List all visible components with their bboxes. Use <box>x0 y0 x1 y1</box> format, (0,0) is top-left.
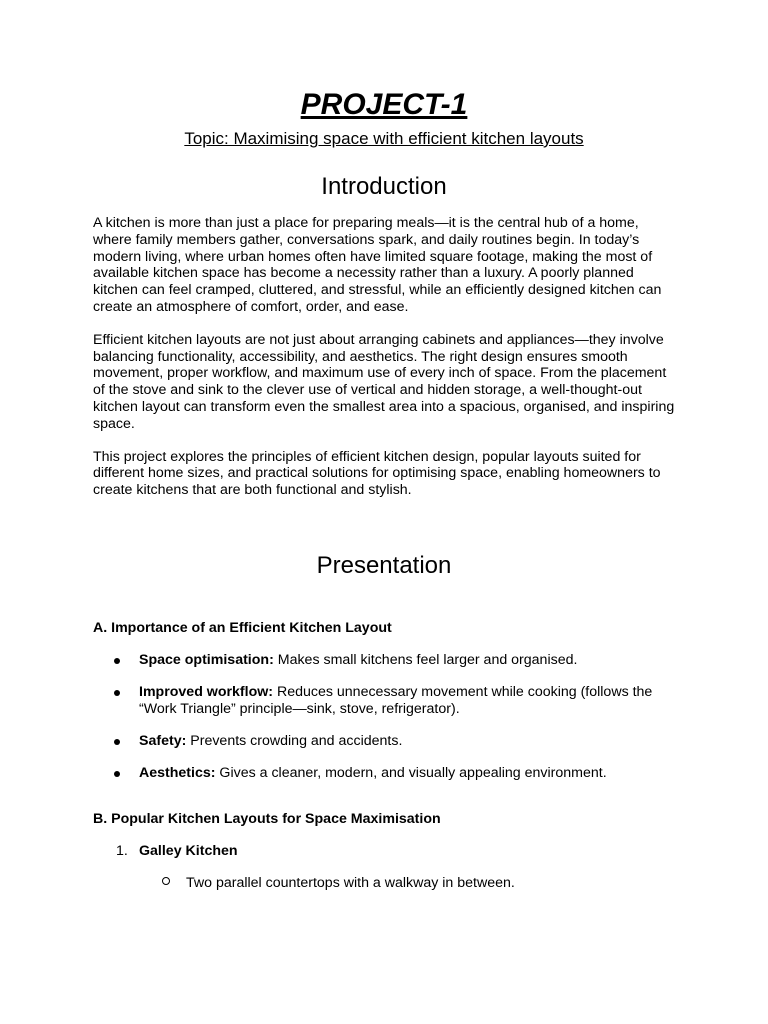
presentation-heading: Presentation <box>316 552 452 579</box>
intro-paragraph-3: This project explores the principles of efficient kitchen design, popular layouts suited for different home sizes, and practical solutions for optimising space, enabling homeowners to create kitchens that are both functional and stylish. <box>93 448 661 499</box>
bullet-item <box>114 652 684 669</box>
section-a-heading: A. Importance of an Efficient Kitchen Layout <box>93 620 392 636</box>
intro-paragraph-1: A kitchen is more than just a place for preparing meals—it is the central hub of a home, where family members gather, conversations spark, and daily routines begin. In today’s modern living, where urban homes often have limited square footage, making the most of available kitchen space has become a necessity rather than a luxury. A poorly planned kitchen can feel cramped, cluttered, and stressful, while an efficiently designed kitchen can create an atmosphere of comfort, order, and ease. <box>93 215 662 315</box>
bullet-text: Makes small kitchens feel larger and organised. <box>273 652 578 668</box>
bullet-item <box>114 733 684 750</box>
bullet-dot-icon <box>114 771 120 777</box>
intro-paragraph-2: Efficient kitchen layouts are not just about arranging cabinets and appliances—they involve balancing functionality, accessibility, and aesthetics. The right design ensures smooth movement, proper workflow, and maximum use of every inch of space. From the placement of the stove and sink to the clever use of vertical and hidden storage, a well-thought-out kitchen layout can transform even the smallest area into a spacious, organised, and inspiring space. <box>93 331 675 432</box>
bullet-label: Aesthetics: <box>139 765 216 781</box>
section-a-bullet-list <box>114 652 684 797</box>
bullet-item <box>114 684 684 718</box>
bullet-dot-icon <box>114 690 120 696</box>
bullet-label: Safety: <box>139 733 187 749</box>
document-topic: Topic: Maximising space with efficient kitchen layouts <box>184 129 584 148</box>
bullet-text: Gives a cleaner, modern, and visually appealing environment. <box>215 765 607 781</box>
item-label: Galley Kitchen <box>139 843 238 859</box>
sub-item-text: Two parallel countertops with a walkway in between. <box>186 875 515 891</box>
introduction-body <box>93 215 679 515</box>
bullet-text: Prevents crowding and accidents. <box>186 733 403 749</box>
hollow-bullet-icon <box>162 877 170 885</box>
bullet-label: Space optimisation: <box>139 652 274 668</box>
section-b-heading: B. Popular Kitchen Layouts for Space Maximisation <box>93 811 441 827</box>
introduction-heading: Introduction <box>321 173 447 200</box>
bullet-label: Improved workflow: <box>139 684 274 700</box>
bullet-text: Reduces unnecessary movement while cooking (follows the “Work Triangle” principle—sink, stove, refrigerator). <box>139 684 653 717</box>
bullet-item <box>114 765 684 782</box>
numbered-item-galley <box>116 843 238 860</box>
document-title: PROJECT-1 <box>300 88 468 121</box>
item-number: 1. <box>116 843 128 859</box>
sub-item <box>162 875 515 892</box>
bullet-dot-icon <box>114 739 120 745</box>
bullet-dot-icon <box>114 658 120 664</box>
